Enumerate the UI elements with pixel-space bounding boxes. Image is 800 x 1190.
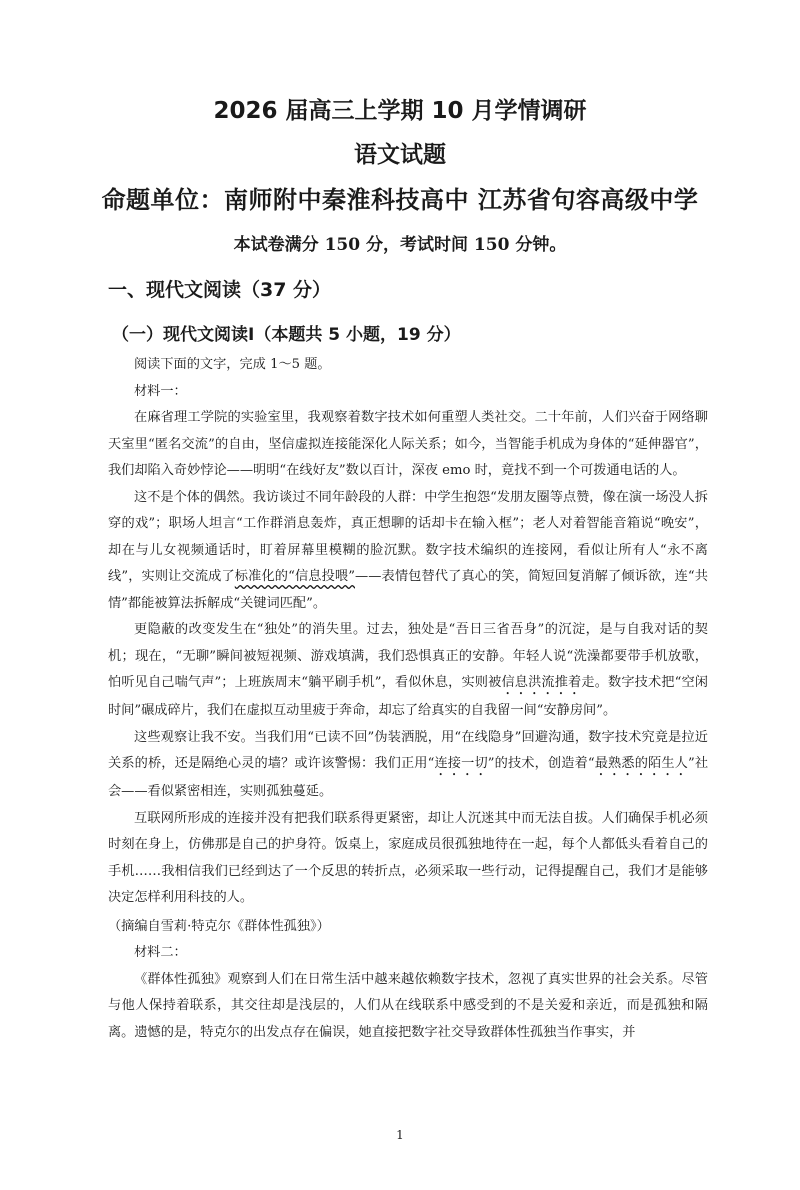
material1-paragraph: 更隐蔽的改变发生在“独处”的消失里。过去，独处是“吾日三省吾身”的沉淀，是与自我对话的契机；现在，“无聊”瞬间被短视频、游戏填满，我们恐惧真正的安静。年轻人说“洗澡都要带手机放歌，怕听见自己喘气声”；上班族周末“躺平刷手机”，看似休息，实则被信息洪流推着走。数字技术把“空闲时间”碾成碎片，我们在虚拟互动里疲于奔命，却忘了给真实的自我留一间“安静房间”。 <box>108 622 708 718</box>
section-heading: 一、现代文阅读（37 分） <box>108 279 332 301</box>
material1-paragraph: 在麻省理工学院的实验室里，我观察着数字技术如何重塑人类社交。二十年前，人们兴奋于网络聊天室里“匿名交流”的自由，坚信虚拟连接能深化人际关系；如今，当智能手机成为身体的“延伸器官”，我们却陷入奇妙悖论——明明“在线好友”数以百计，深夜 emo 时，竟找不到一个可拨通电话的人。 <box>108 410 708 478</box>
material1-paragraph: 互联网所形成的连接并没有把我们联系得更紧密，却让人沉迷其中而无法自拔。人们确保手机必须时刻在身上，仿佛那是自己的护身符。饭桌上，家庭成员很孤独地待在一起，每个人都低头看着自己的手机……我相信我们已经到达了一个反思的转折点，必须采取一些行动，记得提醒自己，我们才是能够决定怎样利用科技的人。 <box>108 810 708 905</box>
material2-label: 材料二： <box>134 945 187 960</box>
instruction: 阅读下面的文字，完成 1～5 题。 <box>134 357 331 372</box>
exam-title: 2026 届高三上学期 10 月学情调研 <box>213 98 587 124</box>
subsection-heading: （一）现代文阅读Ⅰ（本题共 5 小题，19 分） <box>112 325 461 345</box>
authors-line: 命题单位：南师附中秦淮科技高中 江苏省句容高级中学 <box>101 186 699 214</box>
source-citation: （摘编自雪莉·特克尔《群体性孤独》） <box>108 918 330 934</box>
reading-passage <box>108 352 708 1046</box>
dotted-phrase: 连接一切 <box>434 756 488 771</box>
exam-info: 本试卷满分 150 分，考试时间 150 分钟。 <box>233 235 567 255</box>
page-number: 1 <box>396 1128 404 1142</box>
dotted-phrase: 信息洪流推着 <box>501 675 582 690</box>
material1-paragraph: 这不是个体的偶然。我访谈过不同年龄段的人群：中学生抱怨“发朋友圈等点赞，像在演一场没人拆穿的戏”；职场人坦言“工作群消息轰炸，真正想聊的话却卡在输入框”；老人对着智能音箱说“晚安”，却在与儿女视频通话时，盯着屏幕里模糊的脸沉默。数字技术编织的连接网，看似让所有人“永不离线”，实则让交流成了标准化的“信息投喂”——表情包替代了真心的笑，简短回复消解了倾诉欲，连“共情”都能被算法拆解成“关键词匹配”。 <box>108 489 708 611</box>
material1-label: 材料一： <box>134 383 187 399</box>
material1-paragraph: 这些观察让我不安。当我们用“已读不回”伪装洒脱，用“在线隐身”回避沟通，数字技术究竟是拉近关系的桥，还是隔绝心灵的墙？或许该警惕：我们正用“连接一切”的技术，创造着“最熟悉的陌生人”社会——看似紧密相连，实则孤独蔓延。 <box>108 729 709 799</box>
dotted-phrase: 最熟悉的陌生人 <box>594 756 688 771</box>
material2-paragraph: 《群体性孤独》观察到人们在日常生活中越来越依赖数字技术，忽视了真实世界的社会关系。尽管与他人保持着联系，其交往却是浅层的，人们从在线联系中感受到的不是关爱和亲近，而是孤独和隔离。遗憾的是，特克尔的出发点存在偏误，她直接把数字社交导致群体性孤独当作事实，并 <box>108 971 708 1040</box>
underlined-phrase: 标准化的“信息投喂” <box>234 569 355 584</box>
subject-title: 语文试题 <box>354 142 446 168</box>
